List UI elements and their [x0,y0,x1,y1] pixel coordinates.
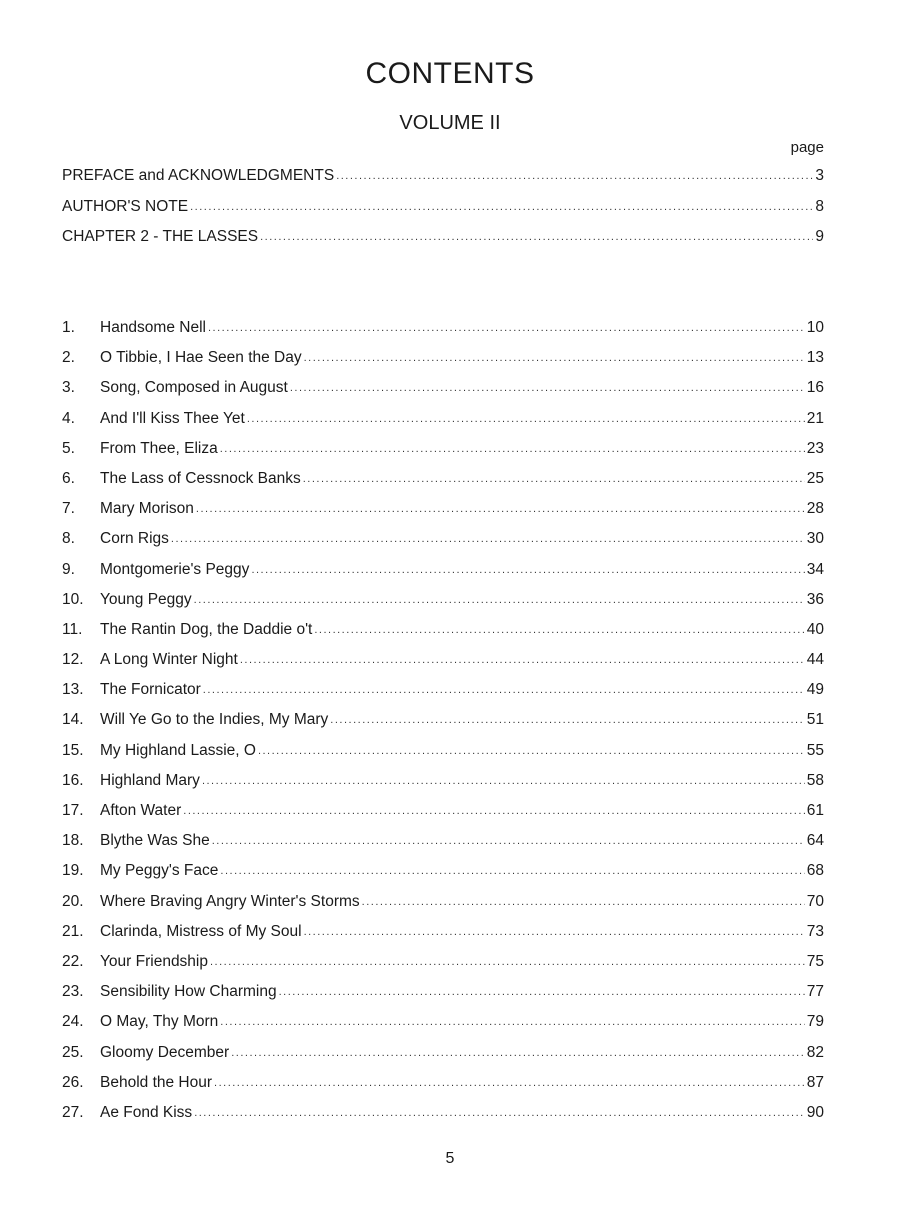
song-entry [62,741,824,771]
song-entry [62,590,824,620]
entry-page-number: 70 [806,892,824,910]
entry-page-number: 9 [815,228,824,245]
entry-page-number: 30 [806,530,824,548]
dot-leader [290,378,805,398]
entry-number: 12. [62,651,84,669]
entry-number: 2. [62,349,75,367]
dot-leader [330,710,804,730]
front-matter-list [62,166,824,258]
song-list [62,318,824,1133]
entry-page-number: 21 [806,409,824,427]
dot-leader [240,650,805,670]
entry-page-number: 36 [806,590,824,608]
dot-leader [231,1043,805,1063]
entry-page-number: 64 [806,832,824,850]
entry-number: 7. [62,500,75,518]
dot-leader [183,801,804,821]
entry-number: 1. [62,319,75,336]
entry-number: 25. [62,1043,84,1061]
entry-title: Afton Water [100,802,182,819]
entry-page-number: 3 [815,167,824,184]
song-entry [62,560,824,590]
front-matter-entry [62,197,824,228]
song-entry [62,952,824,982]
song-entry [62,499,824,529]
page-title: CONTENTS [365,57,535,90]
entry-page-number: 25 [806,469,824,487]
song-entry [62,922,824,952]
entry-page-number: 61 [806,802,824,819]
entry-page-number: 73 [806,922,824,940]
dot-leader [336,166,813,186]
entry-title: The Fornicator [100,681,201,699]
dot-leader [279,982,805,1002]
entry-title: Song, Composed in August [100,379,288,397]
entry-title: Your Friendship [100,952,208,970]
entry-number: 3. [62,379,75,397]
song-entry [62,409,824,439]
entry-title: Blythe Was She [100,832,210,850]
front-matter-entry [62,166,824,197]
entry-page-number: 90 [806,1103,824,1121]
dot-leader [362,892,805,912]
entry-page-number: 40 [806,620,824,638]
entry-title: O May, Thy Morn [100,1013,219,1031]
dot-leader [212,831,805,851]
entry-number: 26. [62,1073,84,1091]
entry-title: Highland Mary [100,771,200,789]
entry-number: 15. [62,741,84,759]
entry-title: Montgomerie's Peggy [100,560,250,578]
dot-leader [196,499,805,519]
entry-page-number: 87 [806,1073,824,1091]
entry-number: 22. [62,952,84,970]
song-entry [62,710,824,740]
song-entry [62,892,824,922]
entry-page-number: 82 [806,1043,824,1061]
entry-title: Ae Fond Kiss [100,1103,193,1121]
entry-number: 10. [62,590,84,608]
entry-page-number: 49 [806,681,824,699]
entry-number: 5. [62,439,75,457]
entry-title: O Tibbie, I Hae Seen the Day [100,349,302,367]
entry-page-number: 23 [806,439,824,457]
entry-number: 16. [62,771,84,789]
entry-title: Sensibility How Charming [100,983,277,1001]
song-entry [62,861,824,891]
entry-number: 4. [62,409,75,427]
entry-page-number: 51 [806,711,824,729]
song-entry [62,680,824,710]
entry-number: 11. [62,620,83,638]
entry-title: And I'll Kiss Thee Yet [100,409,245,427]
dot-leader [314,620,804,640]
entry-number: 13. [62,681,84,699]
entry-number: 6. [62,469,75,487]
dot-leader [260,227,813,247]
entry-number: 9. [62,560,75,578]
song-entry [62,1012,824,1042]
dot-leader [194,590,805,610]
entry-title: Mary Morison [100,500,194,518]
entry-title: PREFACE and ACKNOWLEDGMENTS [62,167,335,184]
song-entry [62,529,824,559]
song-entry [62,982,824,1012]
dot-leader [220,861,804,881]
entry-title: The Lass of Cessnock Banks [100,469,301,487]
song-entry [62,348,824,378]
entry-number: 17. [62,802,84,819]
entry-number: 24. [62,1013,84,1031]
entry-title: Clarinda, Mistress of My Soul [100,922,302,940]
entry-page-number: 55 [806,741,824,759]
song-entry [62,318,824,348]
entry-title: Gloomy December [100,1043,230,1061]
entry-title: Behold the Hour [100,1073,213,1091]
entry-title: A Long Winter Night [100,651,238,669]
dot-leader [202,771,805,791]
entry-page-number: 75 [806,952,824,970]
entry-number: 21. [62,922,84,940]
dot-leader [203,680,805,700]
song-entry [62,1043,824,1073]
song-entry [62,1103,824,1133]
entry-page-number: 16 [806,379,824,397]
entry-number: 14. [62,711,84,729]
entry-page-number: 58 [806,771,824,789]
entry-number: 19. [62,862,84,880]
entry-page-number: 44 [806,651,824,669]
entry-title: AUTHOR'S NOTE [62,197,189,215]
dot-leader [220,1012,804,1032]
entry-title: My Highland Lassie, O [100,741,256,759]
entry-number: 27. [62,1103,84,1121]
entry-title: Young Peggy [100,590,192,608]
entry-page-number: 8 [815,197,824,215]
song-entry [62,469,824,499]
entry-page-number: 79 [806,1013,824,1031]
entry-number: 18. [62,832,84,850]
entry-title: Corn Rigs [100,530,169,548]
volume-subtitle: VOLUME II [399,112,501,134]
dot-leader [304,348,805,368]
entry-title: The Rantin Dog, the Daddie o't [100,620,313,638]
entry-title: From Thee, Eliza [100,439,218,457]
song-entry [62,620,824,650]
dot-leader [194,1103,805,1123]
song-entry [62,650,824,680]
dot-leader [303,469,805,489]
song-entry [62,831,824,861]
entry-page-number: 68 [806,862,824,880]
entry-number: 8. [62,530,75,548]
dot-leader [220,439,805,459]
page-number: 5 [445,1150,455,1167]
dot-leader [171,529,805,549]
entry-title: Where Braving Angry Winter's Storms [100,892,360,910]
entry-page-number: 28 [806,500,824,518]
entry-page-number: 77 [806,983,824,1001]
entry-title: CHAPTER 2 - THE LASSES [62,228,259,245]
dot-leader [214,1073,805,1093]
song-entry [62,439,824,469]
entry-page-number: 10 [806,319,824,336]
entry-title: Handsome Nell [100,319,206,336]
song-entry [62,1073,824,1103]
front-matter-entry [62,227,824,258]
page-column-label: page [790,139,824,156]
song-entry [62,771,824,801]
entry-page-number: 34 [806,560,824,578]
song-entry [62,378,824,408]
entry-page-number: 13 [806,349,824,367]
entry-title: Will Ye Go to the Indies, My Mary [100,711,329,729]
dot-leader [190,197,813,217]
song-entry [62,801,824,831]
entry-title: My Peggy's Face [100,862,219,880]
dot-leader [208,318,805,338]
dot-leader [304,922,805,942]
dot-leader [247,409,805,429]
dot-leader [210,952,805,972]
dot-leader [251,560,804,580]
dot-leader [258,741,805,761]
entry-number: 20. [62,892,84,910]
entry-number: 23. [62,983,84,1001]
